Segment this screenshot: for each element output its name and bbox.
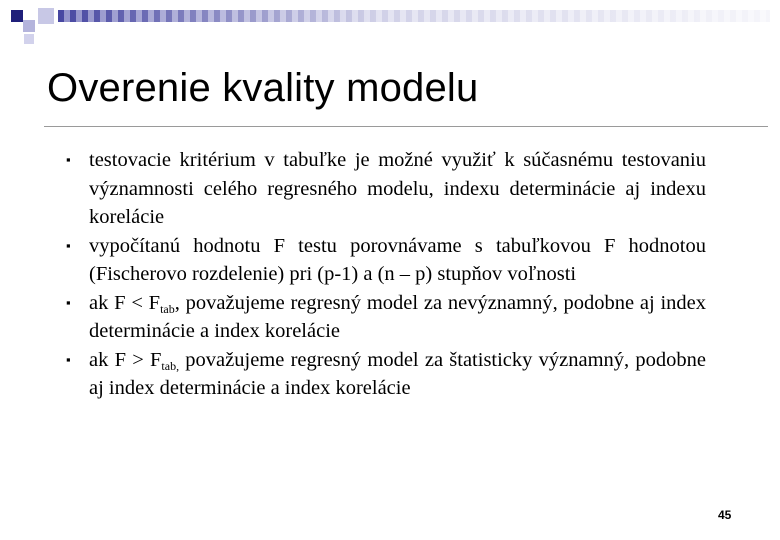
bullet-text-pre: ak F < F — [89, 291, 161, 314]
bullet-list — [66, 146, 706, 403]
bullet-marker-icon: ▪ — [66, 237, 71, 253]
bullet-item — [66, 346, 706, 403]
bullet-text: vypočítanú hodnotu F testu porovnávame s tabuľkovou F hodnotou (Fischerovo rozdelenie) pri (p-1) a (n – p) stupňov voľnosti — [89, 234, 706, 285]
page-number: 45 — [718, 508, 732, 522]
bullet-marker-icon: ▪ — [66, 152, 71, 167]
bullet-item — [66, 289, 706, 346]
header-stripe-fade — [58, 10, 770, 22]
bullet-text-post: považujeme regresný model za štatisticky významný, podobne aj index determinácie a index korelácie — [89, 348, 706, 399]
slide-title: Overenie kvality modelu — [47, 66, 479, 110]
bullet-marker-icon: ▪ — [66, 294, 71, 310]
bullet-subscript: tab — [160, 301, 175, 316]
bullet-text: testovacie kritérium v tabuľke je možné využiť k súčasnému testovaniu významnosti celého regresného modelu, indexu determinácie aj indexu korelácie — [89, 149, 706, 228]
corner-square-small — [24, 34, 34, 44]
corner-square-light — [23, 20, 35, 32]
bullet-item — [66, 146, 706, 232]
bullet-subscript: tab, — [161, 358, 180, 373]
bullet-text-pre: ak F > F — [89, 348, 162, 371]
bullet-item — [66, 232, 706, 289]
bullet-marker-icon: ▪ — [66, 351, 71, 367]
corner-square-dark — [11, 10, 23, 22]
title-divider — [44, 126, 768, 127]
corner-square-mid — [38, 8, 54, 24]
bullet-text-post: , považujeme regresný model za nevýznamný, podobne aj index determinácie a index korelácie — [89, 291, 707, 342]
